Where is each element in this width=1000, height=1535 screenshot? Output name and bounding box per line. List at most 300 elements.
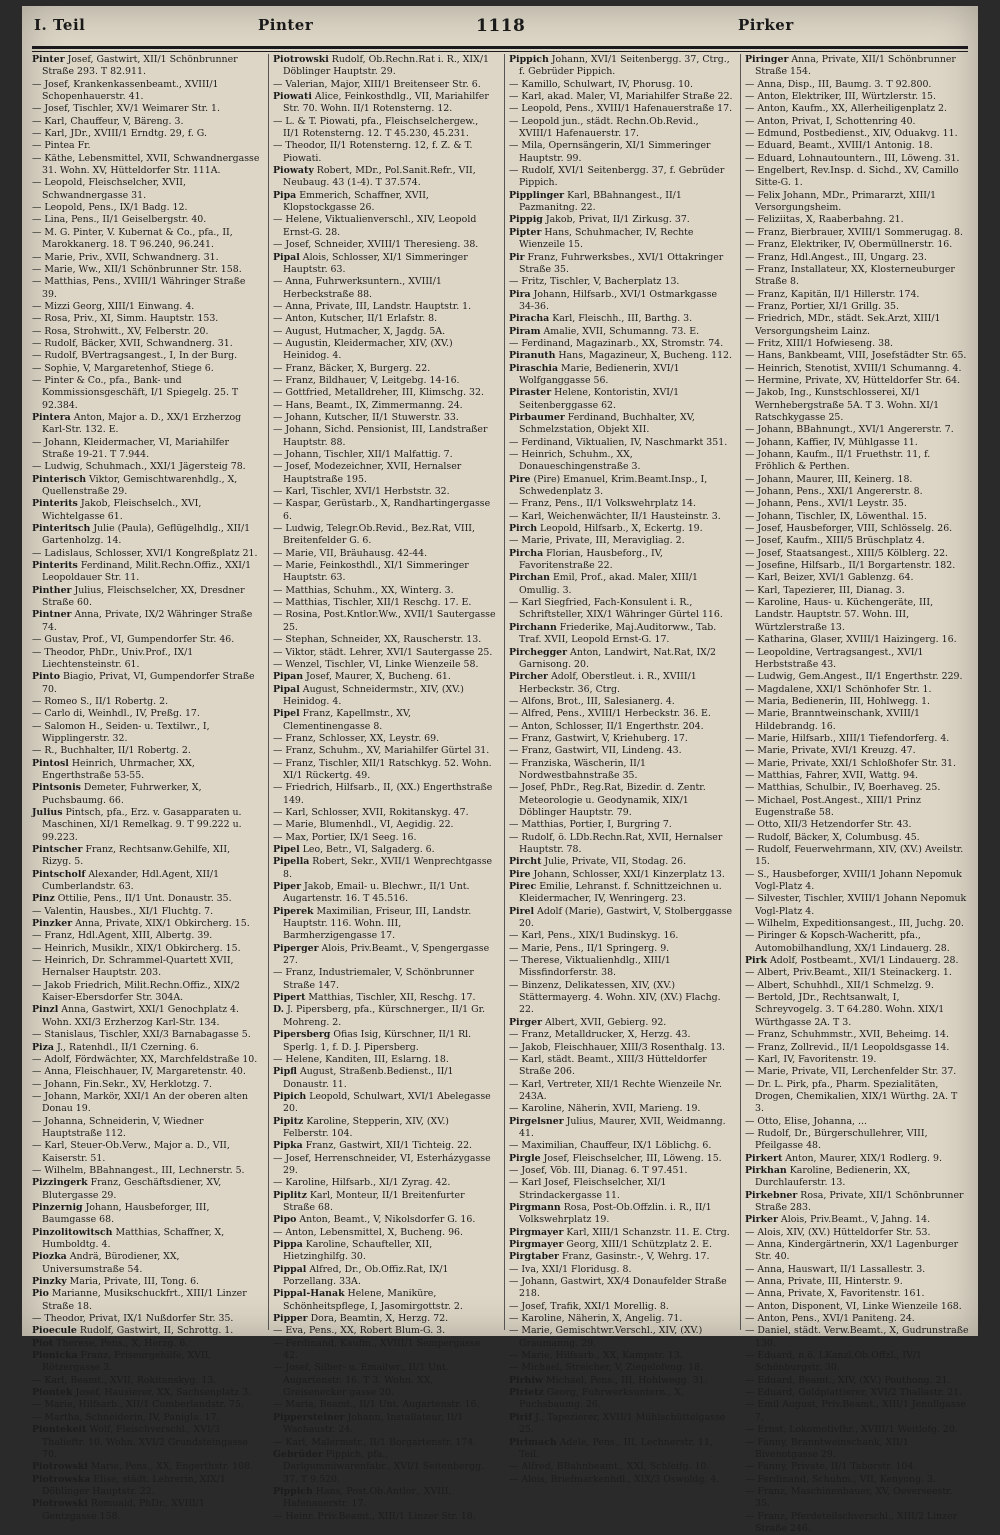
directory-entry: — Anna, Fuhrwerksuntern., XVIII/1 Herbeckstraße 88.: [273, 276, 442, 300]
directory-entry: — Marie, Hilfsarb., XII/1 Cumberlandstr. 75.: [32, 1399, 244, 1411]
header-rule-thin: [32, 51, 968, 52]
directory-entry: — Anna, Fleischhauer, IV, Margaretenstr. 40.: [32, 1066, 246, 1078]
directory-entry: — Heinrich, Schuhm., XX, Donaueschingenstraße 3.: [509, 449, 641, 473]
directory-entry: Pinzolitowitsch Matthias, Schaffner, X, Humboldtg. 4.: [32, 1226, 225, 1250]
directory-entry: — Carlo di, Weinhdl., IV, Preßg. 17.: [32, 708, 200, 720]
section-label: I. Teil: [34, 16, 86, 34]
directory-entry: Piram Amalie, XVII, Schumanng. 73. E.: [509, 325, 700, 337]
directory-entry: Pipich Leopold, Schulwart, XVI/1 Abelegasse 20.: [273, 1090, 491, 1115]
directory-entry: — Lina, Pens., II/1 Geiselbergstr. 40.: [32, 214, 207, 226]
directory-entry: — Johann, Pens., XVI/1 Leystr. 35.: [745, 498, 907, 510]
directory-entry: — Anna, Private, III, Hinterstr. 9.: [745, 1276, 903, 1288]
header-rule: [32, 46, 968, 49]
directory-entry: — Rudolf, Feuerwehrmann, XIV, (XV.) Aveilstr. 15.: [745, 844, 964, 868]
directory-entry: — Franziska, Wäscherin, II/1 Nordwestbahnstraße 35.: [509, 757, 647, 781]
directory-entry: Pippich Hans, Post.Ob.Antlor., XVIII, Hafenauerstr. 17.: [273, 1485, 452, 1510]
directory-entry: Pizzingerk Franz, Geschäftsdiener, XV, Blutergasse 29.: [32, 1177, 222, 1201]
directory-entry: — Wilhelm, Expeditionsangest., III, Juchg. 20.: [745, 918, 964, 930]
directory-entry: Pinterisch Viktor, Gemischtwarenhdlg., X, Quellenstraße 29.: [32, 473, 238, 498]
directory-entry: Piotrowska Elise, städt. Lehrerin, XIX/1 Döblinger Hauptstr. 22.: [32, 1473, 226, 1497]
directory-entry: — Friedrich, MDr., städt. Sek.Arzt, XIII/1 Versorgungsheim Lainz.: [745, 313, 941, 337]
directory-entry: — Pinter & Co., pfa., Bank- und Kommissionsgeschäft, I/1 Spiegelg. 25. T 92.384.: [32, 374, 239, 411]
directory-entry: — Marie, Private, III, Meravigliag. 2.: [509, 535, 685, 547]
directory-entry: — Johann, Kutscher, II/1 Stuwerstr. 33.: [273, 411, 459, 423]
directory-entry: Piracha Karl, Fleischh., III, Barthg. 3.: [509, 313, 693, 325]
directory-entry: — Johann, Kaffier, IV, Mühlgasse 11.: [745, 436, 918, 448]
directory-entry: Piowaty Robert, MDr., Pol.Sanit.Refr., VII, Neubaug. 43 (1-4). T 37.574.: [273, 165, 476, 189]
directory-entry: — Johanna, Schneiderin, V, Wiedner Hauptstraße 112.: [32, 1115, 204, 1139]
directory-entry: — Fritz, XIII/1 Hofwieseng. 38.: [745, 337, 894, 349]
directory-entry: — S., Hausbeforger, XVIII/1 Johann Nepomuk Vogl-Platz 4.: [745, 868, 962, 893]
directory-entry: — Bertold, JDr., Rechtsanwalt, I, Schreyvogelg. 3. T 64.280. Wohn. XIX/1 Würthgasse 2A. T 3.: [745, 992, 945, 1028]
directory-entry: Piza J., Ratenhdl., II/1 Czerning. 6.: [32, 1041, 199, 1053]
directory-entry: — Marie, Hilfsarb., XX, Kampstr. 13.: [509, 1350, 683, 1362]
directory-entry: — Josef, Hausbeforger, VIII, Schlösselg. 26.: [745, 523, 953, 535]
directory-entry: Pirkhan Karoline, Bedienerin, XX, Durchlauferstr. 13.: [745, 1164, 911, 1189]
directory-entry: — Anton, Kaufm., XX, Allerheiligenplatz 2.: [745, 103, 947, 115]
last-name-heading: Pirker: [738, 16, 794, 34]
directory-entry: — Ferdinand, Magazinarb., XX, Stromstr. 74.: [509, 337, 724, 349]
directory-entry: — Otto, Elise, Johanna, ...: [745, 1115, 867, 1127]
directory-entry: Pinterits Jakob, Fleischselch., XVI, Wichtelgasse 61.: [32, 498, 202, 522]
directory-entry: — Rudolf, ö. LDb.Rechn.Rat, XVII, Hernalser Hauptstr. 78.: [509, 831, 723, 855]
directory-entry: — Leopold jun., städt. Rechn.Ob.Revid., XVIII/1 Hafenauerstr. 17.: [509, 115, 699, 140]
directory-entry: — Alfred, Pens., XVIII/1 Herbeckstr. 36. E.: [509, 708, 711, 720]
directory-entry: Pipel Leo, Betr., VI, Salgaderg. 6.: [273, 844, 435, 855]
directory-entry: — Karl Siegfried, Fach-Konsulent i. R., Schriftsteller, XIX/1 Währinger Gürtel 116.: [509, 597, 723, 621]
directory-entry: Pire Johann, Schlosser, XXI/1 Kinzerplatz 13.: [509, 868, 725, 880]
directory-entry: Pinzker Anna, Private, XIX/1 Obkircherg. 15.: [32, 918, 250, 930]
directory-entry: — Dr. L. Pirk, pfa., Pharm. Spezialitäten, Drogen, Chemikalien, XIX/1 Würthg. 2A. T 3.: [745, 1078, 958, 1115]
directory-entry: — Marie, Priv., XVII, Schwandnerg. 31.: [32, 251, 219, 263]
directory-entry: — Johann, BBahnungt., XVI/1 Angererstr. 7.: [745, 424, 954, 436]
directory-entry: — Karl, Malermstr., II/1 Borgartenstr. 174.: [273, 1436, 477, 1448]
directory-entry: — Binzenz, Delikatessen, XIV, (XV.) Stättermayerg. 4. Wohn. XIV, (XV.) Flachg. 22.: [509, 979, 721, 1016]
directory-entry: — Romeo S., II/1 Robertg. 2.: [32, 695, 169, 707]
directory-entry: Pirgtaber Franz, Gasinstr.-, V, Wehrg. 17.: [509, 1251, 710, 1263]
directory-entry: — Wilhelm, BBahnangest., III, Lechnerstr. 5.: [32, 1164, 245, 1176]
directory-entry: Pipter Hans, Schuhmacher, IV, Rechte Wienzeile 15.: [509, 226, 694, 251]
directory-entry: — Max, Portier, IX/1 Seeg. 16.: [273, 831, 417, 843]
directory-entry: Pipal August, Schneidermstr., XIV, (XV.) Heinidog. 4.: [273, 683, 464, 707]
directory-entry: — Franz, Hdl.Angest., III, Ungarg. 23.: [745, 251, 927, 263]
directory-entry: — Franz, Hdl.Agent, XIII, Albertg. 39.: [32, 930, 213, 942]
directory-entry: — Franz, Industriemaler, V, Schönbrunner Straße 147.: [273, 967, 474, 991]
directory-entry: — Franz, Schuhmmstr., XVII, Beheimg. 14.: [745, 1029, 949, 1041]
directory-entry: — Maria, Bedienerin, III, Hohlwegg. 1.: [745, 695, 931, 707]
directory-entry: — Maria, Beamt., II/1 Unt. Augartenstr. 16.: [273, 1399, 480, 1411]
directory-entry: — Alfred, BBahnbeamt., XXI, Schleifg. 10.: [509, 1461, 710, 1473]
directory-entry: — Karl, Beamt., XVII, Rokitanskyg. 13.: [32, 1374, 217, 1386]
directory-entry: — Ludwig, Telegr.Ob.Revid., Bez.Rat, VIII, Breitenfelder G. 6.: [273, 523, 475, 547]
directory-entry: — Anton, Pens., XVI/1 Paniteng. 24.: [745, 1313, 915, 1325]
directory-entry: — Anton, Elektriker, III, Würtzlerstr. 15.: [745, 91, 937, 103]
directory-entry: — Karl, Tapezierer, III, Dianag. 3.: [745, 584, 905, 596]
directory-entry: Gebrüder Pippich, pfa., Darlgummiwarenfabr., XVI/1 Seitenbergg. 37. T 9.520.: [273, 1448, 485, 1485]
directory-entry: — Matthias, Schuhm., XX, Winterg. 3.: [273, 584, 454, 596]
directory-entry: — Magdalene, XXI/1 Schönhofer Str. 1.: [745, 683, 932, 695]
directory-entry: Pirchann Friederike, Maj.Auditorww., Tab. Traf. XVII, Leopold Ernst-G. 17.: [509, 621, 717, 646]
directory-entry: — Anna, Hauswart, II/1 Lassallestr. 3.: [745, 1263, 926, 1275]
directory-entry: — Helene, Kanditen, III, Eslarng. 18.: [273, 1053, 449, 1065]
directory-entry: — Felix Johann, MDr., Primararzt, XIII/1 Versorgungsheim.: [745, 189, 937, 214]
directory-entry: — Anna, Private, X, Favoritenstr. 161.: [745, 1288, 925, 1300]
directory-entry: — Ferdinand, Schuhm., VII, Kenyong. 3.: [745, 1473, 936, 1485]
directory-entry: — Anton, Lebensmittel, X, Bucheng. 96.: [273, 1226, 463, 1238]
directory-entry: — Hermine, Private, XV, Hütteldorfer Str. 64.: [745, 374, 961, 386]
directory-entry: — Eduard, Beamt., XVIII/1 Antonig. 18.: [745, 140, 933, 152]
directory-entry: — Franz, Zollrevid., II/1 Leopoldsgasse 14.: [745, 1041, 950, 1053]
directory-entry: — Ferdinand, Kaufm., XVIII/1 Sempergasse 42.: [273, 1337, 481, 1362]
directory-entry: Pipplinger Karl, BBahnangest., II/1 Pazmanitng. 22.: [509, 189, 682, 214]
directory-entry: — Albert, Schuhhdl., XII/1 Schmelzg. 9.: [745, 979, 934, 991]
directory-entry: — Josef, Kaufm., XIII/5 Brüschplatz 4.: [745, 535, 925, 547]
directory-entry: Pintera Anton, Major a. D., XX/1 Erzherzog Karl-Str. 132. E.: [32, 411, 242, 436]
directory-entry: — Eduard, Goldplattierer, XVI/2 Thaliastr. 21.: [745, 1387, 963, 1399]
directory-entry: — Rosa, Priv., XI, Simm. Hauptstr. 153.: [32, 313, 219, 325]
directory-entry: — L. & T. Piowati, pfa., Fleischselchergew., II/1 Rotensterng. 12. T 45.230, 45.231.: [273, 115, 479, 140]
directory-entry: Pipitz Karoline, Stepperin, XIV, (XV.) Felberstr. 104.: [273, 1115, 449, 1139]
directory-entry: — M. G. Pinter, V. Kubernat & Co., pfa., II, Marokkanerg. 18. T 96.240, 96.241.: [32, 226, 233, 251]
directory-entry: — Ladislaus, Schlosser, XVI/1 Kongreßplatz 21.: [32, 547, 258, 559]
directory-entry: — Rudolf, Bäcker, XVII, Schwandnerg. 31.: [32, 337, 233, 349]
page-number: 1118: [476, 16, 526, 36]
directory-entry: — Leopold, Fleischselcher, XVII, Schwandnergasse 31.: [32, 177, 186, 201]
directory-entry: — Johann, Maurer, III, Keinerg. 18.: [745, 473, 913, 485]
directory-entry: — Johann, Tischler, XII/1 Malfattig. 7.: [273, 449, 453, 460]
directory-entry: — Karoline, Haus- u. Küchengeräte, III, Landstr. Hauptstr. 57. Wohn. III, Würtzlerstraße 13.: [745, 597, 934, 633]
directory-entry: — Karl, Steuer-Ob.Verw., Major a. D., VII, Kaiserstr. 51.: [32, 1140, 230, 1164]
directory-page: [22, 6, 978, 1534]
directory-entry: — Anton, Privat, I, Schottenring 40.: [745, 115, 916, 127]
directory-entry: — Johann, Pens., XXI/1 Angererstr. 8.: [745, 486, 923, 498]
directory-entry: Pintner Anna, Private, IX/2 Währinger Straße 74.: [32, 609, 253, 633]
directory-entry: Pipka Franz, Gastwirt, XII/1 Tichteig. 22.: [273, 1140, 473, 1152]
directory-entry: — Franz, Bierbrauer, XVIII/1 Sommerugag. 8.: [745, 226, 963, 238]
directory-entry: — Kaspar, Gerüstarb., X, Randhartingergasse 6.: [273, 498, 491, 522]
directory-entry: — Karoline, Näherin, X, Angelig. 71.: [509, 1313, 683, 1325]
directory-entry: — Matthias, Schulbir., IV, Boerhaveg. 25.: [745, 782, 941, 794]
directory-entry: Piranuth Hans, Magazineur, X, Bucheng. 112.: [509, 350, 732, 362]
directory-entry: — Marie, Gemischtwr.Verschl., XIV, (XV.) Graumanng. 29.: [509, 1325, 703, 1349]
directory-entry: Pinzernig Johann, Hausbeforger, III, Baumgasse 68.: [32, 1201, 210, 1226]
directory-entry: Pirgmann Rosa, Post-Ob.Offzlin. i. R., II/1 Volkswehrplatz 19.: [509, 1201, 712, 1226]
directory-entry: — Franz, Bäcker, X, Burgerg. 22.: [273, 362, 431, 374]
directory-entry: — Matthias, Fahrer, XVII, Wattg. 94.: [745, 769, 919, 781]
directory-entry: Pirel Adolf (Marie), Gastwirt, V, Stolberggasse 20.: [509, 905, 733, 930]
directory-entry: — Karl, JDr., XVIII/1 Erndtg. 29, f. G.: [32, 128, 207, 140]
directory-entry: Piontek Josef, Hausierer, XX, Sachsenplatz 3.: [32, 1387, 252, 1399]
directory-entry: Pipert Matthias, Tischler, XII, Reschg. 17.: [273, 992, 476, 1004]
directory-entry: — Albert, Priv.Beamt., XII/1 Steinackerg. 1.: [745, 967, 952, 979]
directory-entry: — Rosa, Strohwitt., XV, Felberstr. 20.: [32, 325, 209, 337]
directory-entry: — Josef, Krankenkassenbeamt., XVIII/1 Schopenhauerstr. 41.: [32, 78, 219, 103]
directory-entry: — Marie, Blumenhdl., VI, Aegidig. 22.: [273, 819, 454, 831]
directory-entry: — Marie, Private, XXI/1 Schloßhofer Str. 31.: [745, 757, 956, 769]
directory-entry: Pintsonis Demeter, Fuhrwerker, X, Puchsbaumg. 66.: [32, 782, 202, 806]
directory-entry: — Jakob, Fleischhauer, XIII/3 Rosenthalg. 13.: [509, 1041, 726, 1053]
directory-entry: — Gottfried, Metalldreher, III, Klimschg. 32.: [273, 387, 484, 399]
directory-entry: Piontekeit Wolf, Fleischverschl., XVI/3 Thalieftr. 10. Wohn. XVI/2 Grundsteingasse 70.: [32, 1424, 248, 1460]
directory-entry: Pipella Robert, Sekr., XVII/1 Wenprechtgasse 8.: [273, 856, 493, 880]
page-header: [32, 10, 968, 46]
directory-entry: — Marie, Branntweinschank, XVIII/1 Hildebrandg. 16.: [745, 708, 920, 732]
directory-entry: — Marie, Private, VII, Lerchenfelder Str. 37.: [745, 1066, 957, 1078]
directory-entry: Pirch Leopold, Hilfsarb., X, Eckertg. 19.: [509, 523, 703, 535]
directory-entry: D. J. Pipersberg, pfa., Kürschnerger., II/1 Gr. Mohreng. 2.: [273, 1004, 486, 1028]
directory-entry: Pinzl Anna, Gastwirt, XXI/1 Genochplatz 4. Wohn. XXI/3 Erzherzog Karl-Str. 134.: [32, 1004, 239, 1028]
directory-entry: — Emil August, Priv.Beamt., XIII/1 Jenullgasse 7.: [745, 1399, 967, 1423]
directory-entry: — Silvester, Tischler, XVIII/1 Johann Nepomuk Vogl-Platz 4.: [745, 893, 967, 917]
directory-entry: — Matthias, Tischler, XII/1 Reschg. 17. E.: [273, 597, 472, 609]
directory-entry: — Johann, Gastwirt, XX/4 Donaufelder Straße 218.: [509, 1276, 727, 1300]
directory-entry: — Feliziitas, X, Raaberbahng. 21.: [745, 214, 904, 226]
directory-entry: — Marie, VII, Bräuhausg. 42-44.: [273, 547, 428, 559]
directory-entry: Pippa Karoline, Schaufteller, XII, Hietzinghilfg. 30.: [273, 1239, 433, 1263]
directory-entry: — Sophie, V, Margaretenhof, Stiege 6.: [32, 362, 214, 374]
directory-entry: — Alfons, Brot., III, Salesianerg. 4.: [509, 695, 675, 707]
directory-entry: — Karl, Schlosser, XVII, Rokitanskyg. 47.: [273, 806, 469, 818]
directory-entry: — Karl, Vertreter, XII/1 Rechte Wienzeile Nr. 243A.: [509, 1078, 722, 1102]
directory-entry: — Edmund, Postbedienst., XIV, Oduakvg. 11.: [745, 128, 958, 140]
directory-entry: — Otto, XII/3 Hetzendorfer Str. 43.: [745, 819, 912, 831]
directory-entry: — Johann, Kaufm., II/1 Fruethstr. 11, f. Fröhlich & Perthen.: [745, 449, 931, 473]
directory-entry: Pircha Florian, Hausbeforg., IV, Favoritenstraße 22.: [509, 547, 663, 572]
directory-entry: — Anna, Kindergärtnerin, XX/1 Lagenburger Str. 40.: [745, 1239, 959, 1263]
directory-entry: — Leopold, Pens., IX/1 Badg. 12.: [32, 202, 188, 214]
directory-entry: — Alois, XIV, (XV.) Hütteldorfer Str. 53.: [745, 1226, 931, 1238]
directory-entry: Pirbaumer Ferdinand, Buchhalter, XV, Schmelzstation, Objekt XII.: [509, 411, 695, 436]
directory-entry: — Josef, Tischler, XV/1 Weimarer Str. 1.: [32, 103, 220, 115]
directory-entry: — Theodor, PhDr., Univ.Prof., IX/1 Liechtensteinstr. 61.: [32, 646, 194, 670]
directory-entry: — Karl, Beizer, XVI/1 Gablenzg. 64.: [745, 572, 914, 584]
directory-entry: Pircher Adolf, Oberstleut. i. R., XVIII/1 Herbeckstr. 36, Ctrg.: [509, 671, 697, 695]
directory-entry: Pirec Emilie, Lehranst. f. Schnittzeichnen u. Kleidermacher, IV, Wenringerg. 23.: [509, 881, 722, 905]
directory-entry: Pirger Albert, XVII, Gebierg. 92.: [509, 1016, 667, 1028]
column-1: [32, 54, 260, 1522]
directory-entry: — Daniel, städt. Verw.Beamt., X, Gudrunstraße 130.: [745, 1325, 969, 1349]
directory-entry: — Eva, Pens., XX, Robert Blum-G. 3.: [273, 1325, 446, 1337]
directory-entry: — Alois, Briefmarkenhdl., XIX/3 Oswoldg. 4.: [509, 1473, 720, 1485]
directory-entry: — Martha, Schneiderin, IV, Panigla. 17.: [32, 1411, 220, 1423]
directory-entry: — Karl, Chauffeur, V, Bäreng. 3.: [32, 115, 184, 127]
directory-entry: — Marie, Ww., XII/1 Schönbrunner Str. 158.: [32, 263, 242, 275]
directory-entry: — Leopold, Pens., XVIII/1 Hafenauerstraße 17.: [509, 103, 733, 115]
directory-entry: — Rudolf, XVI/1 Seitenbergg. 37, f. Gebrüder Pippich.: [509, 165, 725, 189]
directory-entry: — Karl, IV, Favoritenstr. 19.: [745, 1053, 877, 1065]
directory-entry: — Johann, Fin.Sekr., XV, Herklotzg. 7.: [32, 1078, 212, 1090]
directory-entry: Pinterits Ferdinand, Milit.Rechn.Offiz., XXI/1 Leopoldauer Str. 11.: [32, 560, 252, 584]
directory-entry: — Michael, Post.Angest., XIII/1 Prinz Eugenstraße 58.: [745, 794, 921, 818]
directory-entry: — August, Hutmacher, X, Jagdg. 5A.: [273, 325, 446, 337]
directory-entry: — Franz, Elektriker, IV, Obermüllnerstr. 16.: [745, 239, 953, 251]
directory-entry: — Franz, Pens., II/1 Volkswehrplatz 14.: [509, 498, 696, 510]
directory-entry: Piperek Maximilian, Friseur, III, Landstr. Hauptstr. 116. Wohn. III, Barmherzigengasse 17.: [273, 905, 472, 942]
directory-entry: — Eduard, Beamt., XIV, (XV.) Pouthong. 21.: [745, 1374, 951, 1386]
directory-entry: — Heinrich, Dr. Schrammel-Quartett XVII, Hernalser Hauptstr. 203.: [32, 955, 234, 979]
directory-entry: — Josef, PhDr., Reg.Rat, Bizedir. d. Zentr. Meteorologie u. Geodynamik, XIX/1 Döblinger Hauptstr. 79.: [509, 782, 706, 818]
directory-entry: Pioecule Rudolf, Gastwirt, II, Schrottg. 1.: [32, 1325, 234, 1337]
directory-entry: — Augustin, Kleidermacher, XIV, (XV.) Heinidog. 4.: [273, 337, 453, 362]
directory-entry: — Josef, Schneider, XVIII/1 Theresieng. 38.: [273, 239, 479, 251]
directory-entry: Pirkebner Rosa, Private, XII/1 Schönbrunner Straße 283.: [745, 1189, 964, 1213]
directory-entry: — Anna, Disp., III, Baumg. 3. T 92.800.: [745, 78, 932, 90]
directory-entry: — Eduard, Lohnautountern., III, Löweng. 31.: [745, 152, 960, 164]
directory-entry: — Pintea Fr.: [32, 140, 91, 152]
directory-entry: — Theodor, Privat, IX/1 Nußdorfer Str. 35.: [32, 1313, 234, 1325]
directory-entry: Pirkert Anton, Maurer, XIX/1 Rodlerg. 9.: [745, 1152, 942, 1164]
directory-entry: Pinto Biagio, Privat, VI, Gumpendorfer Straße 70.: [32, 671, 255, 695]
directory-entry: — Franz, Schlosser, XX, Leystr. 69.: [273, 732, 440, 744]
directory-entry: — Rosina, Post.Kntlor.Ww., XVII/1 Sautergasse 25.: [273, 609, 496, 633]
directory-entry: Pinzky Maria, Private, III, Tong. 6.: [32, 1276, 200, 1288]
directory-entry: — Karl, städt. Beamt., XIII/3 Hütteldorfer Straße 206.: [509, 1053, 707, 1078]
directory-entry: — Marie, Hilfsarb., XIII/1 Tiefendorferg. 4.: [745, 732, 950, 744]
directory-entry: — Josef, Staatsangest., XIII/5 Kölblerg. 22.: [745, 547, 949, 559]
directory-entry: — Fanny, Branntweinschank, XII/1 Bivenotgasse 29.: [745, 1436, 909, 1460]
directory-entry: Pirker Alois, Priv.Beamt., V, Jahng. 14.: [745, 1214, 931, 1226]
directory-entry: Pipper Dora, Beamtin, X, Herzg. 72.: [273, 1313, 449, 1325]
directory-entry: Pio Marianne, Musikschuckfrt., XIII/1 Linzer Straße 18.: [32, 1288, 247, 1312]
directory-entry: — Matthias, Portier, I, Burgring 7.: [509, 819, 672, 831]
directory-entry: — Josef, Vöb. III, Dianag. 6. T 97.451.: [509, 1164, 688, 1176]
directory-entry: Pippig Jakob, Privat, II/1 Zirkusg. 37.: [509, 214, 690, 226]
directory-entry: — Hans, Beamt., IX, Zimmermanng. 24.: [273, 399, 463, 411]
directory-entry: — Adolf, Fördwächter, XX, Marchfeldstraße 10.: [32, 1053, 258, 1065]
directory-entry: Pirgmayer Karl, XIII/1 Schanzstr. 11. E. Ctrg.: [509, 1226, 730, 1238]
directory-entry: Pircht Julie, Private, VII, Stodag. 26.: [509, 856, 687, 868]
directory-entry: — Valerian, Major, XIII/1 Breitenseer Str. 6.: [273, 78, 481, 90]
directory-entry: — Piringer & Kopsch-Wacheritt, pfa., Automobilhandlung, XX/1 Lindauerg. 28.: [745, 930, 950, 954]
directory-entry: — Jakob, Ing., Kunstschlosserei, XI/1 Wernhebergstraße 5A. T 3. Wohn. XI/1 Ratschkygasse 25.: [745, 387, 940, 423]
directory-entry: — Ferdinand, Viktualien, IV, Naschmarkt 351.: [509, 436, 728, 448]
directory-entry: Pipal Alois, Schlosser, XI/1 Simmeringer Hauptstr. 63.: [273, 251, 468, 275]
directory-entry: — Heinrich, Musiklr., XIX/1 Obkircherg. 15.: [32, 942, 241, 954]
directory-entry: — Eduard, n.ö. LKanzl.Ob.Offzl., IV/1 Schönburgstr. 30.: [745, 1350, 922, 1374]
directory-entry: — Ludwig, Schuhmach., XXI/1 Jägersteig 78.: [32, 461, 246, 473]
directory-entry: Pirhiw Michael, Pens., III, Hohlwegg. 31.: [509, 1374, 708, 1386]
directory-entry: — Johann, Markör, XXI/1 An der oberen alten Donau 19.: [32, 1090, 248, 1115]
directory-entry: — Johann, Tischler, IX, Löwenthal. 15.: [745, 510, 927, 522]
directory-entry: — Johann, Kleidermacher, VI, Mariahilfer Straße 19-21. T 7.944.: [32, 436, 229, 460]
directory-entry: Piowati Alice, Feinkosthdlg., VII, Mariahilfer Str. 70. Wohn. II/1 Rotensterng. 12.: [273, 91, 489, 115]
directory-entry: — Josefine, Hilfsarb., II/1 Borgartenstr. 182.: [745, 560, 956, 572]
directory-entry: Pire (Pire) Emanuel, Krim.Beamt.Insp., I, Schwedenplatz 3.: [509, 473, 708, 498]
directory-entry: — Franz, Gastwirt, VII, Lindeng. 43.: [509, 745, 682, 757]
directory-entry: Piraster Helene, Kontoristin, XVI/1 Seitenberggasse 62.: [509, 387, 680, 411]
directory-entry: Piperger Alois, Priv.Beamt., V, Spengergasse 27.: [273, 942, 490, 967]
directory-entry: — Karl, Tischler, XVI/1 Herbststr. 32.: [273, 486, 450, 498]
directory-entry: — Franz, Maschinenbauer, XV, Oeverseestr. 35.: [745, 1485, 953, 1510]
directory-entry: — Marie, Private, XVI/1 Kreuzg. 47.: [745, 745, 916, 757]
directory-entry: — Marie, Feinkosthdl., XI/1 Simmeringer Hauptstr. 63.: [273, 560, 469, 584]
directory-entry: — Ludwig, Gem.Angest., II/1 Engerthstr. 229.: [745, 671, 963, 683]
directory-entry: Pirif J., Tapezierer, XVII/1 Mühlschüttelgasse 25.: [509, 1411, 726, 1436]
directory-entry: Pipfl August, Straßenb.Bedienst., II/1 Donaustr. 11.: [273, 1066, 454, 1090]
directory-entry: Pionicka Franz, Friseurgehilfe, XVII, Rötzergasse 3.: [32, 1350, 212, 1374]
directory-entry: Pippersteiner Johann, Installateur, II/1 Wachaustr. 24.: [273, 1411, 464, 1436]
directory-entry: Piper Jakob, Email- u. Blechwr., II/1 Unt. Augartenstr. 16. T 45.516.: [273, 881, 470, 905]
directory-entry: — Helene, Viktualienverschl., XIV, Leopold Ernst-G. 28.: [273, 214, 477, 238]
directory-entry: Piringer Anna, Private, XII/1 Schönbrunner Straße 154.: [745, 54, 956, 78]
directory-entry: — Karoline, Hilfsarb., XI/1 Zyrag. 42.: [273, 1177, 451, 1189]
directory-entry: — R., Buchhalter, II/1 Robertg. 2.: [32, 745, 191, 757]
directory-entry: — Johann, Sichd. Pensionist, III, Landstraßer Hauptstr. 88.: [273, 424, 488, 448]
directory-entry: Piotrowski Romuald, PhDr., XVIII/1 Gentzgasse 158.: [32, 1498, 205, 1522]
directory-entry: — Rudolf, Dr., Bürgerschullehrer, VIII, Pfeilgasse 48.: [745, 1127, 928, 1152]
directory-entry: — Franz, Installateur, XX, Klosterneuburger Straße 8.: [745, 263, 955, 288]
directory-entry: Piplitz Karl, Monteur, II/1 Breitenfurter Straße 68.: [273, 1189, 465, 1213]
directory-entry: — Karoline, Näherin, XVII, Marieng. 19.: [509, 1103, 701, 1115]
directory-entry: — Franz, Pferdeteilschverschl., XIII/2 Linzer Straße 246.: [745, 1510, 958, 1534]
directory-entry: — Karl, Weichenwächter, II/1 Hausteinstr. 3.: [509, 510, 721, 522]
directory-entry: — Stephan, Schneider, XX, Rauscherstr. 13.: [273, 634, 482, 646]
column-3: [504, 54, 733, 1485]
directory-entry: Pirchan Emil, Prof., akad. Maler, XIII/1 Omullig. 3.: [509, 572, 699, 596]
directory-entry: — Kamillo, Schulwart, IV, Phorusg. 10.: [509, 78, 693, 90]
directory-entry: — Anton, Kutscher, II/1 Erlafstr. 8.: [273, 313, 438, 325]
directory-entry: Pinteritsch Julie (Paula), Geflügelhdlg., XII/1 Gartenholzg. 14.: [32, 523, 251, 547]
directory-entry: — Ernst, Lokomotivfhr., XVIII/1 Weitlofg. 20.: [745, 1424, 958, 1436]
directory-entry: Pipa Emmerich, Schaffner, XVII, Klopstockgasse 26.: [273, 189, 429, 214]
directory-entry: — Anton, Schlosser, II/1 Engerthstr. 204.: [509, 720, 704, 732]
directory-entry: — Salomon H., Seiden- u. Textilwr., I, Wipplingerstr. 32.: [32, 720, 210, 744]
directory-entry: — Josef, Modezeichner, XVII, Hernalser Hauptstraße 195.: [273, 461, 462, 485]
directory-entry: — Heinrich, Stenotist, XVIII/1 Schumanng. 4.: [745, 362, 962, 374]
directory-entry: — Michael, Streicher, V, Ziegelofeng. 18.: [509, 1362, 704, 1374]
directory-entry: — Franz, Kapitän, II/1 Hillerstr. 174.: [745, 288, 920, 300]
directory-entry: Pipo Anton, Beamt., V, Nikolsdorfer G. 16.: [273, 1214, 476, 1226]
directory-entry: Piot Therese, Pens., X, Herzg. 6.: [32, 1337, 189, 1349]
directory-entry: Pirimach Adele, Pens., III, Lechnerstr. 11, Teil.: [509, 1436, 713, 1460]
directory-entry: Pira Johann, Hilfsarb., XVI/1 Ostmarkgasse 34-36.: [509, 288, 718, 312]
directory-entry: — Mizzi Georg, XIII/1 Einwang. 4.: [32, 300, 195, 312]
directory-columns: [32, 54, 969, 1534]
directory-entry: — Marie, Pens., II/1 Springerg. 9.: [509, 942, 670, 954]
directory-entry: Pippal-Hanak Helene, Maniküre, Schönheitspflege, I, Jasomirgottstr. 2.: [273, 1288, 463, 1312]
directory-entry: — Therese, Viktualienhdlg., XIII/1 Missfindorferstr. 38.: [509, 955, 671, 979]
directory-entry: — Katharina, Glaser, XVIII/1 Haizingerg. 16.: [745, 634, 957, 646]
column-2: [268, 54, 497, 1522]
directory-entry: Julius Pintsch, pfa., Erz. v. Gasapparaten u. Maschinen, XI/1 Remelkag. 9. T 99.222 u. 99.223.: [32, 806, 242, 843]
directory-entry: — Franz, Bildhauer, V, Leitgebg. 14-16.: [273, 374, 460, 386]
directory-entry: Pipel Franz, Kapellmstr., XV, Clementinengasse 8.: [273, 708, 411, 732]
directory-entry: Pipan Josef, Maurer, X, Bucheng. 61.: [273, 671, 451, 683]
directory-entry: — Engelbert, Rev.Insp. d. Sichd., XV, Camillo Sitte-G. 1.: [745, 165, 959, 189]
directory-entry: Pirietz Georg, Fuhrwerksuntern., X, Puchsbaumg. 26.: [509, 1387, 684, 1411]
directory-entry: — Mila, Opernsängerin, XI/1 Simmeringer Hauptstr. 99.: [509, 140, 711, 164]
directory-entry: — Josef, Herrenschneider, VI, Esterházygasse 29.: [273, 1152, 491, 1176]
directory-entry: Pir Franz, Fuhrwerksbes., XVI/1 Ottakringer Straße 35.: [509, 251, 724, 275]
directory-entry: — Franz, Schuhm., XV, Mariahilfer Gürtel 31.: [273, 745, 490, 757]
directory-entry: — Karl, akad. Maler, VI, Mariahilfer Straße 22.: [509, 91, 733, 103]
directory-entry: Piotrowski Marie, Pens., XX, Engerthstr. 108.: [32, 1461, 254, 1473]
first-name-heading: Pinter: [258, 16, 314, 34]
directory-entry: Pirgmayer Georg, XIII/1 Schützplatz 2. E.: [509, 1239, 712, 1250]
directory-entry: — Josef, Silber- u. Emailwr., II/1 Unt. Augartenstr. 16. T 3. Wohn. XX, Greisenecker gasse 20.: [273, 1362, 449, 1399]
directory-entry: — Franz, Portier, XI/1 Grillg. 35.: [745, 300, 899, 312]
directory-entry: — Wenzel, Tischler, VI, Linke Wienzeile 58.: [273, 658, 479, 670]
directory-entry: — Valentin, Hausbes., XI/1 Fluchtg. 7.: [32, 905, 214, 917]
directory-entry: Pippich Johann, XVI/1 Seitenbergg. 37, Ctrg., f. Gebrüder Pippich.: [509, 54, 730, 78]
directory-entry: Pirgelsner Julius, Maurer, XVII, Weidmanng. 41.: [509, 1115, 726, 1139]
directory-entry: Pirgle Josef, Fleischselcher, III, Löweng. 15.: [509, 1152, 722, 1164]
column-4: [740, 54, 969, 1534]
directory-entry: — Franz, Gastwirt, V, Kriehuberg. 17.: [509, 732, 688, 744]
directory-entry: — Hans, Bankbeamt, VIII, Josefstädter Str. 65.: [745, 350, 967, 362]
directory-entry: Pintscholf Alexander, Hdl.Agent, XII/1 Cumberlandstr. 63.: [32, 868, 220, 893]
directory-entry: Pinther Julius, Fleischselcher, XX, Dresdner Straße 60.: [32, 584, 245, 609]
